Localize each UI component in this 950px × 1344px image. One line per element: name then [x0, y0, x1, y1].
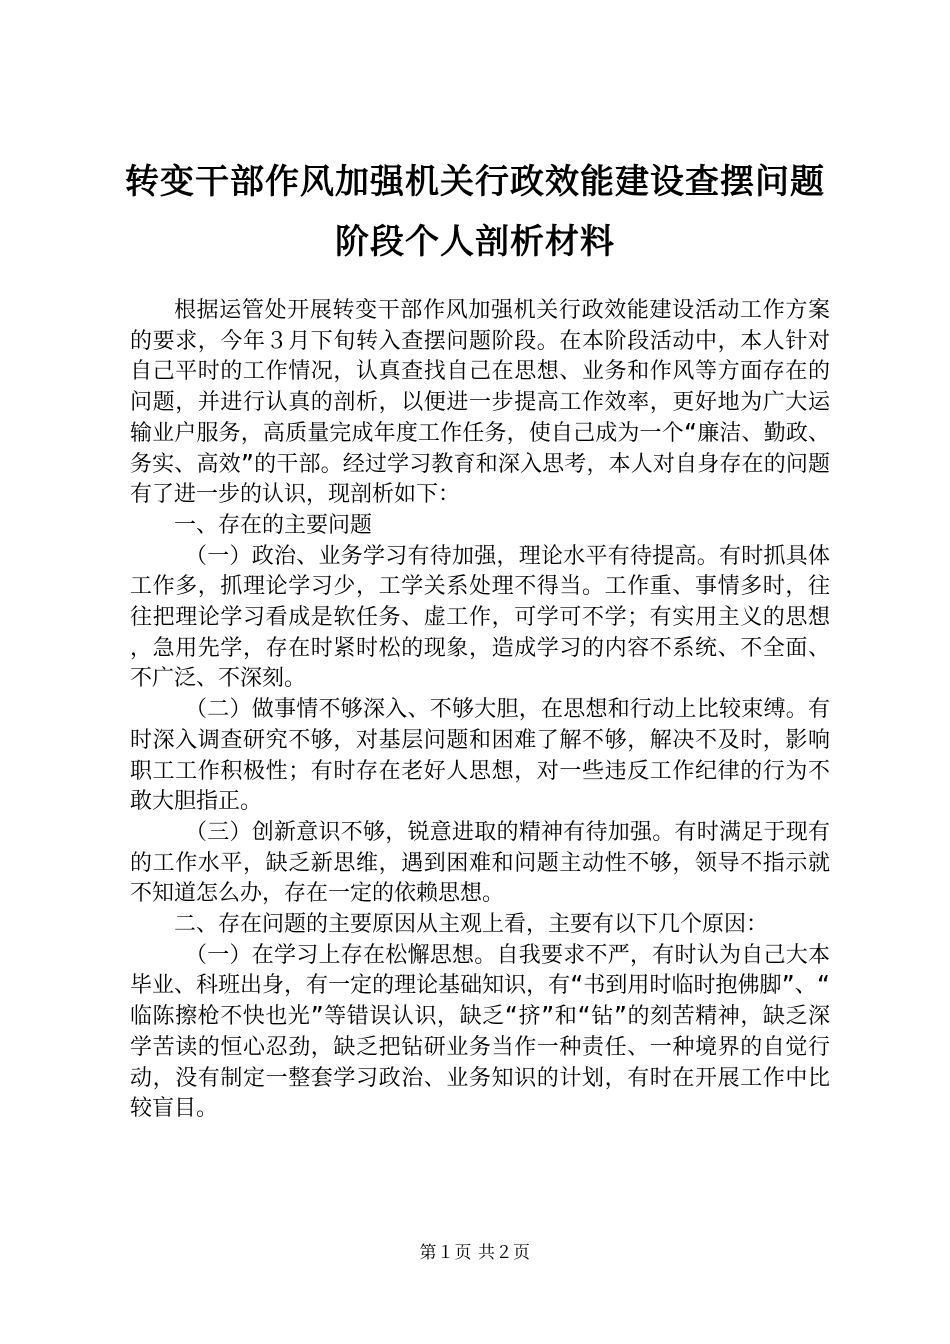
paragraph-problem-2: （二）做事情不够深入、不够大胆，在思想和行动上比较束缚。有时深入调查研究不够，对基层问题和困难了解不够，解决不及时，影响职工工作积极性；有时存在老好人思想，对一些违反工作纪律的行为不敢大胆指正。 [130, 697, 830, 815]
paragraph-cause-1: （一）在学习上存在松懈思想。自我要求不严，有时认为自己大本毕业、科班出身，有一定的理论基础知识，有“书到用时临时抱佛脚”、“临陈擦枪不快也光”等错误认识，缺乏“挤”和“钻”的刻苦精神，缺乏深学苦读的恒心忍劲，缺乏把钻研业务当作一种责任、一种境界的自觉行动，没有制定一整套学习政治、业务知识的计划，有时在开展工作中比较盲目。 [130, 942, 830, 1122]
paragraph-intro: 根据运管处开展转变干部作风加强机关行政效能建设活动工作方案的要求，今年３月下旬转入查摆问题阶段。在本阶段活动中，本人针对自己平时的工作情况，认真查找自己在思想、业务和作风等方面存在的问题，并进行认真的剖析，以便进一步提高工作效率，更好地为广大运输业户服务，高质量完成年度工作任务，使自己成为一个“廉洁、勤政、务实、高效”的干部。经过学习教育和深入思考，本人对自身存在的问题有了进一步的认识，现剖析如下： [130, 298, 830, 508]
paragraph-problem-1: （一）政治、业务学习有待加强，理论水平有待提高。有时抓具体工作多，抓理论学习少，工学关系处理不得当。工作重、事情多时，往往把理论学习看成是软任务、虚工作，可学可不学；有实用主义的思想，急用先学，存在时紧时松的现象，造成学习的内容不系统、不全面、不广泛、不深刻。 [130, 543, 830, 692]
document-title-line-1: 转变干部作风加强机关行政效能建设查摆问题 [125, 162, 825, 202]
document-body [130, 296, 830, 1125]
page-footer: 第１页 共２页 [419, 1243, 531, 1263]
section-heading-1: 一、存在的主要问题 [174, 512, 373, 538]
document-title-line-2: 阶段个人剖析材料 [335, 222, 615, 262]
section-heading-2: 二、存在问题的主要原因从主观上看，主要有以下几个原因： [174, 912, 769, 938]
paragraph-problem-3: （三）创新意识不够，锐意进取的精神有待加强。有时满足于现有的工作水平，缺乏新思维，遇到困难和问题主动性不够，领导不指示就不知道怎么办，存在一定的依赖思想。 [130, 819, 830, 907]
